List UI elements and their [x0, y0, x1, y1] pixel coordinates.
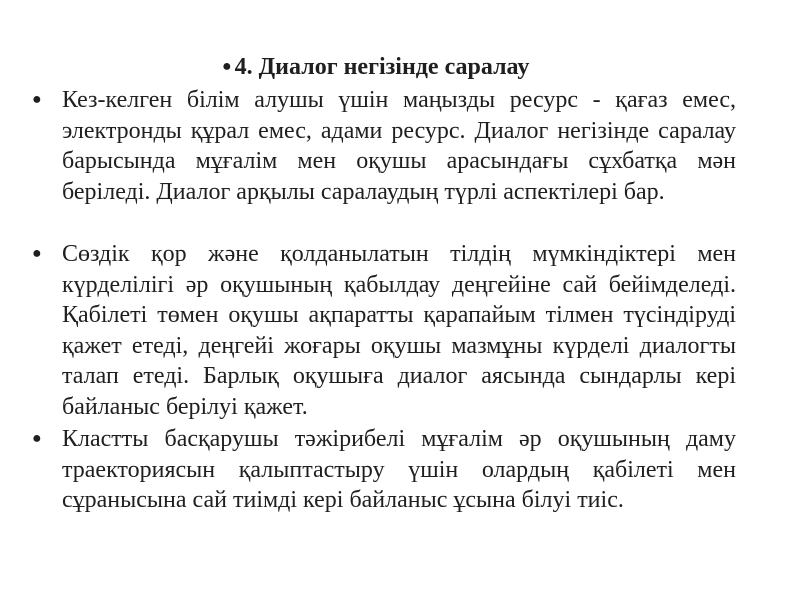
bullet-item-text: Сөздік қор және қолданылатын тілдің мүмкіндіктері мен күрделілігі әр оқушының қабылдау деңгейіне сай бейімделеді. Қабілеті төмен оқушы ақпаратты қарапайым тілмен түсіндіруді қажет етеді, деңгейі жоғары оқушы мазмұны күрделі диалогты талап етеді. Барлық оқушыға диалог аясында сындарлы кері байланыс берілуі қажет.	[62, 241, 736, 420]
bullet-icon: ●	[32, 245, 42, 262]
bullet-item-1	[32, 85, 736, 207]
slide-title-text: 4. Диалог негізінде саралау	[234, 54, 530, 80]
bullet-icon: ●	[32, 430, 42, 447]
bullet-item-text: Кез-келген білім алушы үшін маңызды ресурс - қағаз емес, электронды құрал емес, адами ресурс. Диалог негізінде саралау барысында мұғалім мен оқушы арасындағы сұхбатқа мән беріледі. Диалог арқылы саралаудың түрлі аспектілері бар.	[62, 87, 736, 205]
bullet-item-3	[32, 424, 736, 516]
bullet-icon: ●	[32, 91, 42, 108]
bullet-item-text: Кластты басқарушы тәжірибелі мұғалім әр оқушының даму траекториясын қалыптастыру үшін олардың қабілеті мен сұранысына сай тиімді кері байланыс ұсына білуі тиіс.	[62, 426, 736, 513]
slide-title	[222, 52, 529, 82]
title-bullet-icon: ●	[222, 58, 232, 75]
bullet-item-2	[32, 239, 736, 422]
